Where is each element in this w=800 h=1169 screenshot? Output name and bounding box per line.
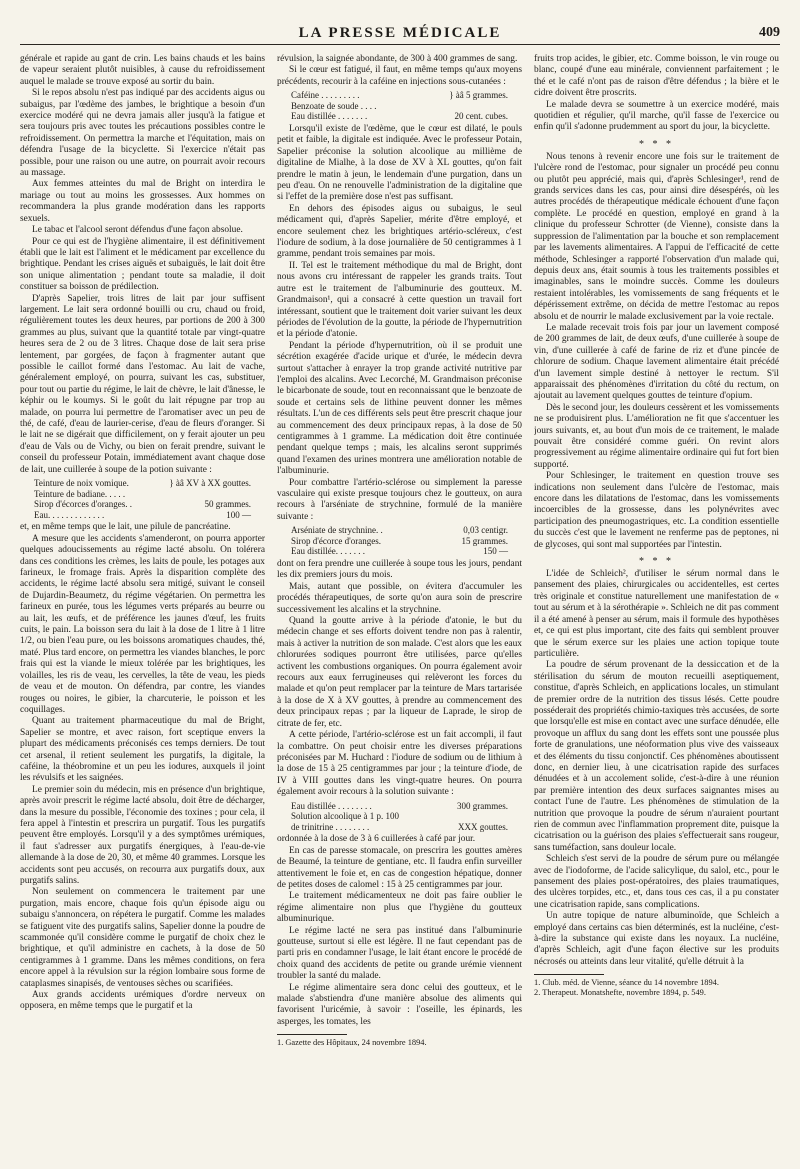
paragraph: En dehors des épisodes aigus ou subaigus, le seul médicament qui, d'après Sapelier, mérite d'être employé, et encore seulement chez les brightiques artério-scléreux, c'est l'iodure de sodium, à la dose journalière de 50 centigrammes à 1 gramme, pendant trois semaines par mois. [277, 203, 522, 260]
ingredient: Eau distillée . . . . . . . [291, 111, 368, 122]
paragraph: dont on fera prendre une cuillerée à soupe tous les jours, pendant les dix premiers jours du mois. [277, 559, 522, 581]
paragraph: Non seulement on commencera le traitement par une purgation, mais encore, chaque fois qu'un épisode aigu ou subaigu s'annoncera, on répétera le purgatif. Comme les malades se fatiguent vite des purgatifs salins, Sapelier donne la poudre de scammonée qu'il considère comme le purgatif de choix chez le brightique, et qu'il administre en cachets, à la dose de 50 centigrammes à 1 gramme. Dans les mêmes conditions, on fera encore appel à la révulsion sur la région lombaire sous forme de cataplasmes sinapisés, de ventouses sèches ou scarifiées. [20, 887, 265, 989]
dose: 0,03 centigr. [463, 525, 508, 536]
page-header [20, 22, 780, 45]
dose: 100 — [226, 509, 251, 520]
paragraph: Pour combattre l'artério-sclérose ou simplement la paresse vasculaire qui existe presque toujours chez le goutteux, on aura recours à l'arséniate de strychnine, formulé de la manière suivante : [277, 477, 522, 522]
column-3 [534, 54, 779, 1169]
journal-title: LA PRESSE MÉDICALE [298, 25, 502, 41]
paragraph: et, en même temps que le lait, une pilule de pancréatine. [20, 522, 231, 533]
prescription-line [291, 822, 522, 833]
paragraph: Le régime alimentaire sera donc celui des goutteux, et le malade s'abstiendra d'une manière absolue des aliments qui favorisent l'uricémie, à savoir : l'oseille, les épinards, les asperges, les tomates, les [277, 982, 522, 1027]
paragraph: générale et rapide au gant de crin. Les bains chauds et les bains de vapeur seraient plutôt nuisibles, à cause du refroidissement auquel le malade se trouve exposé au sortir du bain. [20, 54, 265, 87]
paragraph: Le traitement médicamenteux ne doit pas faire oublier le régime alimentaire non plus que l'hygiène du goutteux albuminurique. [277, 891, 522, 925]
paragraph: Pour Schlesinger, le traitement en question trouve ses indications non seulement dans l'ulcère de l'estomac, mais encore dans les dilatations de l'estomac, dans les vomissements incoercibles de la grossesse, dans les polynévrites avec participation des pneumogastriques, etc. La condition essentielle du succès c'est que le lavement ne renferme pas de peptones, ni de glycoses, qui sont mal supportées par l'intestin. [534, 471, 779, 550]
ingredient: Eau distillée. . . . . . . [291, 546, 365, 557]
paragraph: Nous tenons à revenir encore une fois sur le traitement de l'ulcère rond de l'estomac, pour signaler un procédé peu connu ou plutôt peu apprécié, mais qui, d'après Schlesinger¹, rend de grands services dans les cas, pour ainsi dire désespérés, où les autres procédés de thérapeutique médicale échouent d'une façon complète. Le procédé en question, employé en grand à la clinique du professeur Schrotter (de Vienne), consiste dans la suppression de l'alimentation par la bouche et son remplacement par les lavements alimentaires. A l'appui de l'efficacité de cette méthode, Schlesinger a rapporté l'observation d'un malade qui, depuis deux ans, était soumis à tous les traitements possibles et imaginables, sans le moindre succès. Comme les douleurs restaient intolérables, les vomissements de sang fréquents et le dépérissement extrême, on décida de mettre l'estomac au repos absolu et de nourrir le malade exclusivement par la voie rectale. [534, 151, 779, 322]
dose: 50 grammes. [204, 499, 251, 510]
footnotes-col3 [534, 978, 779, 998]
ingredient: Sirop d'écorce d'oranges. [291, 535, 381, 546]
footnotes-col2 [277, 1038, 522, 1048]
dose: 150 — [483, 546, 508, 557]
dose: } àâ XV à XX gouttes. [169, 478, 251, 489]
dose: 15 grammes. [461, 535, 508, 546]
prescription-trinitrine [291, 801, 522, 833]
footnote: 1. Club. méd. de Vienne, séance du 14 novembre 1894. [534, 978, 719, 988]
paragraph: Quand la goutte arrive à la période d'atonie, le but du médecin change et ses efforts doivent tendre non pas à ralentir, mais à activer la nutrition de son malade. C'est alors que les eaux chlorurées sodiques pourront être utilisées, parce qu'elles activent les combustions organiques. On pourra également avoir recours aux eaux ferrugineuses qui relèveront les forces du malade et qu'on peut remplacer par la teinture de Mars tartarisée à la dose de X à XV gouttes, à prendre au commencement des deux principaux repas ; par la liqueur de Laprade, le sirop de citrate de fer, etc. [277, 616, 522, 729]
prescription-line [291, 111, 522, 122]
prescription-caffeine [291, 90, 522, 122]
paragraph: Pendant la période d'hypernutrition, où il se produit une sécrétion exagérée d'acide urique et d'urée, le médecin devra surtout s'attacher à enrayer la trop grande activité nutritive par l'emploi des alcalins. Avec Lecorché, M. Grandmaison préconise le bicarbonate de soude, tout en reconnaissant que le benzoate de soude et certains sels de lithine peuvent donner les mêmes résultats. L'un de ces différents sels peut être prescrit chaque jour au commencement des deux principaux repas, à la dose de 50 centigrammes à 1 gramme. La médication doit être continuée pendant quelque temps ; mais, les alcalins seront supprimés quand l'examen des urines montrera une amélioration notable de l'albuminurie. [277, 340, 522, 477]
prescription-line [34, 510, 265, 521]
dose: XXX gouttes. [458, 821, 508, 832]
paragraph: Quant au traitement pharmaceutique du mal de Bright, Sapelier se montre, et avec raison, fort sceptique envers la plupart des médicaments préconisés ces temps derniers. De tout cet arsenal, il retient seulement les purgatifs, la digitale, la caféine, la théobromine et un peu les iodures, auxquels il joint les révulsifs et les saignées. [20, 716, 265, 784]
paragraph: Le malade recevait trois fois par jour un lavement composé de 200 grammes de lait, de deux œufs, d'une cuillerée à soupe de vin, d'une cuillerée à café de farine de riz et d'une pincée de chlorure de sodium. Chaque lavement alimentaire était précédé d'un lavement simple destiné à nettoyer le rectum. S'il apparaissait des phénomènes d'irritation du côté du rectum, on ajoutait au lavement quelques gouttes de teinture d'opium. [534, 322, 779, 402]
paragraph: A cette période, l'artério-sclérose est un fait accompli, il faut la combattre. On peut choisir entre les diverses préparations préconisées par M. Huchard : l'iodure de sodium ou de lithium à la dose de 15 à 25 centigrammes par jour ; la teinture d'iode, de IV à VIII gouttes dans les vingt-quatre heures. On pourra également avoir recours à la solution suivante : [277, 730, 522, 798]
paragraph: Le tabac et l'alcool seront défendus d'une façon absolue. [32, 225, 243, 236]
prescription-line [291, 536, 522, 547]
col1-paragraphs-b [20, 522, 265, 1012]
ingredient: Teinture de badiane. . . . . [34, 488, 126, 499]
paragraph: fruits trop acides, le gibier, etc. Comme boisson, le vin rouge ou blanc, coupé d'une eau minérale, conviennent parfaitement ; le thé et le café n'ont pas de raison d'être défendus ; la bière et le cidre doivent être proscrits. [534, 54, 779, 99]
prescription-potion [34, 478, 265, 520]
ingredient: Eau. . . . . . . . . . . . . [34, 509, 105, 520]
footnote: 1. Gazette des Hôpitaux, 24 novembre 1894. [277, 1038, 427, 1048]
ingredient: Arséniate de strychnine. . [291, 525, 383, 536]
footnote-rule [277, 1034, 347, 1035]
paragraph: Le premier soin du médecin, mis en présence d'un brightique, après avoir prescrit le régime lacté absolu, doit être de décharger, dans la mesure du possible, l'économie des toxines ; pour cela, il fera appel à l'intestin et prescrira un purgatif. Tous les purgatifs peuvent être employés. Lorsqu'il y a des symptômes urémiques, il faut s'adresser aux purgatifs énergiques, à l'eau-de-vie allemande à la dose de 20, 30, et même 40 grammes. Lorsque les accidents sont peu accusés, on recourra aux purgatifs doux, aux purgatifs salins. [20, 784, 265, 886]
prescription-line [34, 478, 265, 489]
ingredient: Eau distillée . . . . . . . . [291, 800, 372, 811]
prescription-line [291, 546, 522, 557]
dose: } àâ 5 grammes. [449, 90, 508, 101]
paragraph: Mais, autant que possible, on évitera d'accumuler les procédés thérapeutiques, de sorte qu'on aura soin de prescrire successivement les alcalins et la strychnine. [277, 581, 522, 615]
paragraph: Si le repos absolu n'est pas indiqué par des accidents aigus ou subaigus, par l'œdème des jambes, le brightique a besoin d'un exercice modéré qui ne devra jamais aller jusqu'à la fatigue et sera toujours pris avec toutes les précautions possibles contre le refroidissement. On permettra la marche et l'équitation, mais on défendra l'usage de la bicyclette. Si l'exercice n'était pas possible, pour une raison ou une autre, on pourrait avoir recours au massage. [20, 88, 265, 179]
paragraph: Schleich s'est servi de la poudre de sérum pure ou mélangée avec de l'iodoforme, de l'acide salicylique, du salol, etc., pour le pansement des plaies post-opératoires, des plaies traumatiques, des ulcères torpides, etc., et, dans tous ces cas, il a pu constater une cicatrisation rapide, sans complications. [534, 854, 779, 910]
prescription-line [291, 90, 522, 101]
paragraph: Aux grands accidents urémiques d'ordre nerveux on opposera, en même temps que le purgatif et la [20, 990, 265, 1012]
footnote-rule [534, 974, 604, 975]
col1-paragraphs [20, 54, 265, 476]
prescription-line [291, 101, 522, 112]
article-columns [20, 54, 780, 1169]
paragraph: Un autre topique de nature albuminoïde, que Schleich a employé dans certains cas bien déterminés, est la nucléine, c'est-à-dire la substance qui existe dans les noyaux. La nucléine, d'après Schleich, agit d'une façon élective sur les produits nécrosés ou atteints dans leur vitalité, qu'elle détruit à la [534, 911, 779, 967]
footnote: 2. Therapeut. Monatshefte, novembre 1894, p. 549. [534, 988, 706, 998]
ingredient: Caféine . . . . . . . . . [291, 90, 360, 101]
paragraph: Le malade devra se soumettre à un exercice modéré, mais quotidien et régulier, qu'il marche, qu'il fasse de l'exercice ou enfin qu'il s'adonne prudemment au sport du jour, la bicyclette. [534, 99, 779, 133]
paragraph: Lorsqu'il existe de l'œdème, que le cœur est dilaté, le pouls petit et faible, la digitale est indiquée. Avec le professeur Potain, Sapelier préconise la solution alcoolique au millième de digitaline de Mialhe, à la dose de XV à XL gouttes, qu'on fait prendre le matin à jeun, le lendemain d'une purgation, dans un peu d'eau. On ne renouvelle l'administration de la digitaline que si l'effet de la première dose n'est pas suffisant. [277, 124, 522, 203]
paragraph: D'après Sapelier, trois litres de lait par jour suffisent largement. Le lait sera ordonné bouilli ou cru, chaud ou froid, régulièrement toutes les deux heures, par portions de 200 à 300 grammes au plus, suivant que la quantité totale par vingt-quatre heures sera de 2 ou de 3 litres. Chaque dose de lait sera prise lentement, par gorgées, de façon à fragmenter autant que possible le caillot formé dans l'estomac. Au lait de vache, généralement employé, on pourra, suivant les cas, substituer, pour tout ou partie du régime, le lait de chèvre, le lait d'ânesse, le képhir ou le koumys. Si le goût du lait répugne par trop au malade, on pourra lui permettre de l'aromatiser avec un peu de thé, de café, d'eau de laurier-cerise, d'eau de fleurs d'oranger. Si le lait ne se digérait que difficilement, on y ferait ajouter un peu d'eau de Vals ou de Vichy, ou bien on ferait prendre, suivant le conseil du professeur Potain, immédiatement avant chaque dose de lait, une cuillerée à soupe de la potion suivante : [20, 293, 265, 475]
page-number: 409 [759, 25, 780, 40]
paragraph: Aux femmes atteintes du mal de Bright on interdira le mariage ou tout au moins les grossesses. Aux hommes on recommandera la plus grande modération dans les rapports sexuels. [20, 179, 265, 224]
ingredient: Benzoate de soude . . . . [291, 100, 377, 111]
column-2 [277, 54, 522, 1169]
prescription-line [34, 489, 265, 500]
column-1 [20, 54, 265, 1169]
prescription-line [291, 801, 522, 812]
paragraph: Si le cœur est fatigué, il faut, en même temps qu'aux moyens précédents, recourir à la caféine en injections sous-cutanées : [277, 65, 522, 87]
ingredient: de trinitrine . . . . . . . . [291, 821, 370, 832]
paragraph: Le régime lacté ne sera pas institué dans l'albuminurie goutteuse, surtout si elle est légère. Il ne faut cependant pas de parti pris en condamner l'usage, le lait étant encore le procédé de choix quand des accidents de petite ou grande urémie viennent troubler la santé du malade. [277, 925, 522, 982]
paragraph: Dès le second jour, les douleurs cessèrent et les vomissements ne se produisirent plus. L'amélioration ne fit que s'accentuer les jours suivants, et, au bout d'un mois de ce traitement, le malade pouvait être considéré comme guéri. On revint alors progressivement au régime alimentaire ordinaire qui fut fort bien supporté. [534, 402, 779, 470]
prescription-line [291, 525, 522, 536]
ingredient: Solution alcoolique à 1 p. 100 [291, 811, 399, 822]
paragraph: révulsion, la saignée abondante, de 300 à 400 grammes de sang. [277, 54, 518, 64]
paragraph: II. Tel est le traitement méthodique du mal de Bright, dont nous avons cru intéressant de rappeler les grands traits. Tout autre est le traitement de l'albuminurie des goutteux. M. Grandmaison¹, qui a consacré à cette question un travail fort intéressant, soutient que le traitement doit varier suivant les deux périodes de l'évolution de la goutte, la période de l'hypernutrition et la période d'atonie. [277, 260, 522, 340]
prescription-line [291, 811, 522, 822]
section-separator: * * * [639, 138, 674, 150]
paragraph: ordonnée à la dose de 3 à 6 cuillerées à café par jour. [277, 834, 476, 845]
section-separator: * * * [639, 556, 674, 568]
paragraph: A mesure que les accidents s'amenderont, on pourra apporter quelques adoucissements au régime lacté absolu. On tolérera dans ces conditions les crèmes, les laits de poule, les potages aux farineux, le fromage frais. Après la disparition complète des accidents, le régime lacté absolu sera mitigé, suivant le conseil de Dujardin-Beaumetz, du régime végétarien. On permettra les farineux en purée, tous les légumes verts préparés au beurre ou au lait, les œufs, et de préférence les jaunes d'œuf, les fruits cuits, le pain. La boisson sera du lait à la dose de 1 litre à 1 litre 1/2, ou bien l'eau pure, ou les boissons aromatiques chaudes, thé, maté. Plus tard encore, on permettra les viandes blanches, le porc frais qui est la viande le mieux tolérée par les brightiques, les volailles, les ris de veau, les cervelles, la tête de veau, les pieds de veau et de mouton. On défendra, par contre, les viandes rouges ou noires, le gibier, la charcuterie, le poisson et les coquillages. [20, 533, 265, 715]
ingredient: Teinture de noix vomique. [34, 478, 129, 489]
prescription-strychnine [291, 525, 522, 557]
ingredient: Sirop d'écorces d'oranges. . [34, 499, 132, 510]
paragraph: En cas de paresse stomacale, on prescrira les gouttes amères de Beaumé, la teinture de gentiane, etc. Il faudra enfin surveiller attentivement le foie et, en cas de congestion hépatique, donner de petites doses de calomel : 15 à 25 centigrammes par jour. [277, 845, 522, 890]
dose: 20 cent. cubes. [454, 111, 508, 122]
paragraph: Pour ce qui est de l'hygiène alimentaire, il est définitivement établi que le lait est l'aliment et le médicament par excellence du brightique. Pendant les crises aiguës et subaiguës, le lait doit être son unique alimentation ; pendant toute sa maladie, il doit constituer sa boisson de prédilection. [20, 236, 265, 293]
paragraph: L'idée de Schleich², d'utiliser le sérum normal dans le pansement des plaies, chirurgicales ou accidentelles, est certes très originale et constitue naturellement une manifestation de « tout au sérum et à la sérothérapie ». Schleich ne dit pas comment il a été amené à penser au sérum, mais il formule des hypothèses et, ce qui est plus important, cite des faits qui semblent prouver que le sérum exerce sur les plaies une action topique toute particulière. [534, 569, 779, 659]
dose: 300 grammes. [457, 800, 508, 811]
paragraph: La poudre de sérum provenant de la dessiccation et de la stérilisation du sérum de mouton recueilli aseptiquement, constitue, d'après Schleich, en applications locales, un stimulant de premier ordre de la nutrition des tissus lésés. Cette poudre posséderait des propriétés chimio-taxiques très accusées, de sorte que lorsqu'elle est mise en contact avec une surface dénudée, elle provoque un afflux du sang dont les effets sont une poussée plus forte de granulations, une néoformation plus vive des vaisseaux et des éléments du tissu conjonctif. Ces phénomènes aboutissent donc, en dernier lieu, à une cicatrisation rapide des surfaces dénudées et à un accolement solide, c'est-à-dire à une réunion par première intention des deux surfaces saignantes mises au contact l'une de l'autre. Les phénomènes de stimulation de la nutrition que provoque la poudre de sérum n'auraient pourtant rien de commun avec l'inflammation proprement dite, puisque la cicatrisation ou la guérison des plaies s'effectuerait sans rougeur, sans tuméfaction, sans douleur locale. [534, 660, 779, 853]
prescription-line [34, 499, 265, 510]
